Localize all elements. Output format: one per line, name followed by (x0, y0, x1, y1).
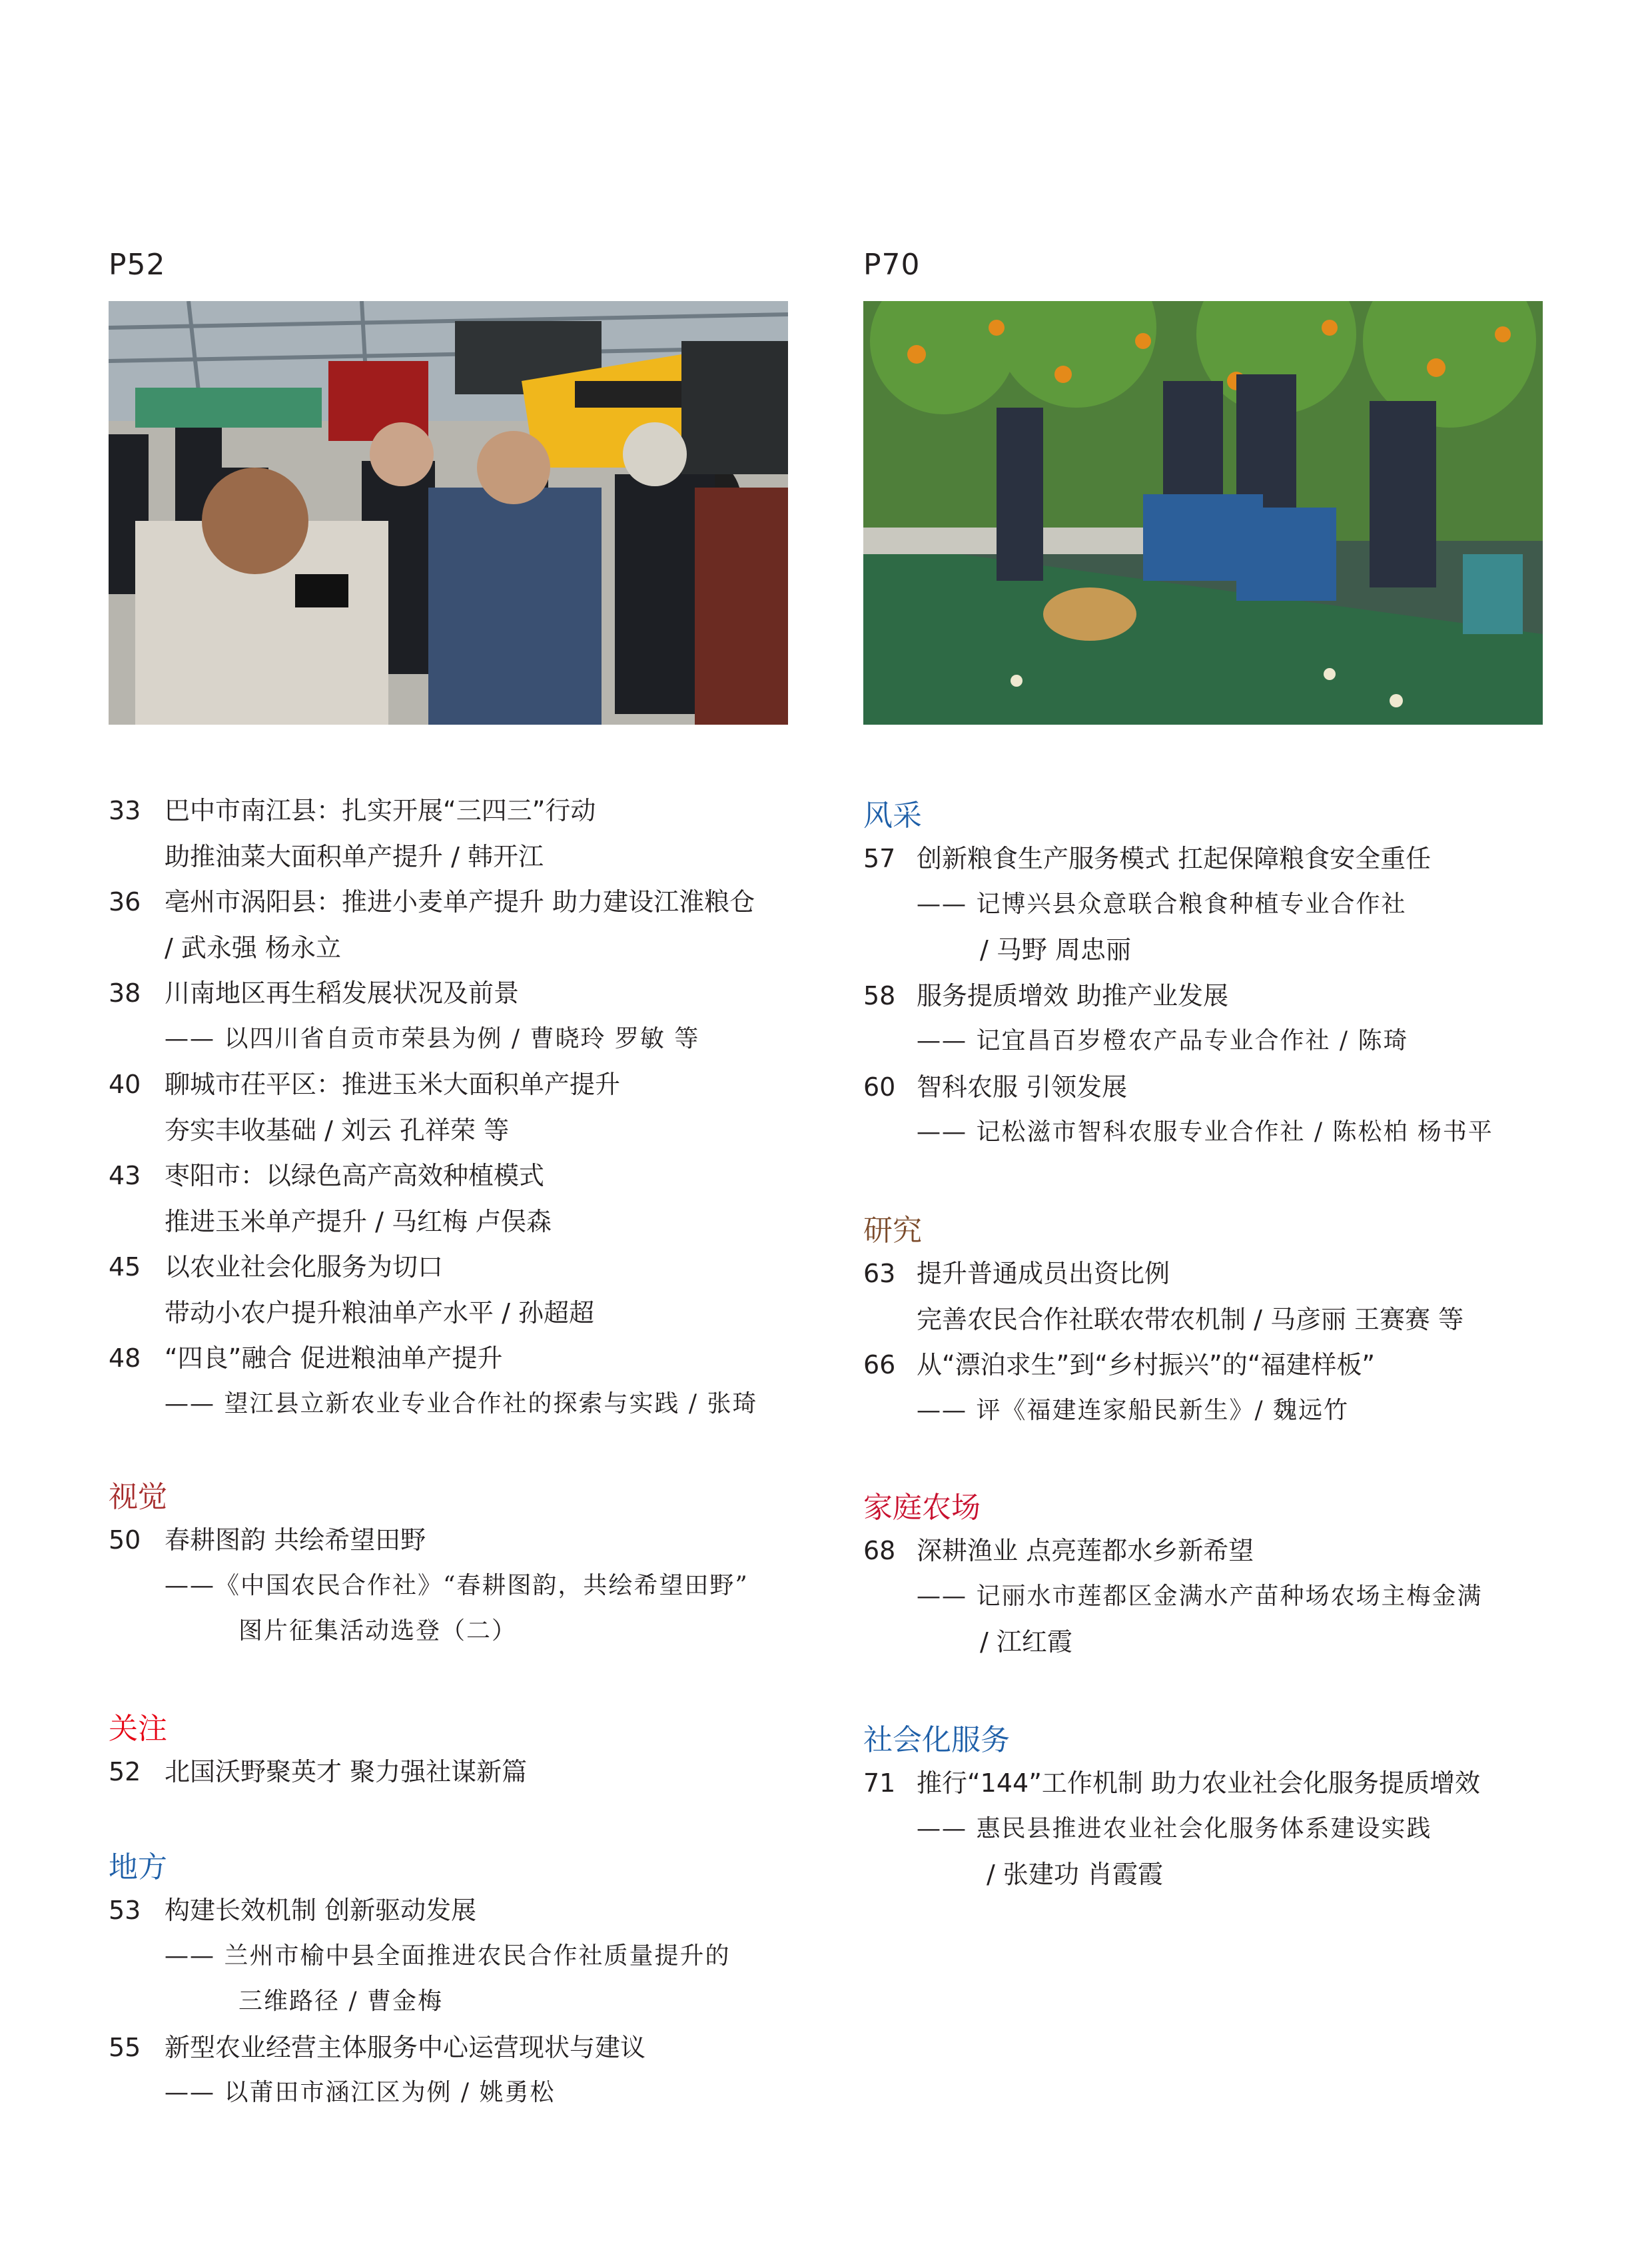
entry-number: 45 (109, 1252, 141, 1282)
entry-continuation: / 武永强 杨永立 (165, 933, 341, 962)
entry-number: 55 (109, 2032, 141, 2062)
machinery-hall-photo (109, 301, 788, 725)
section-research (863, 1211, 1556, 1433)
entry-title: 智科农服 引领发展 (917, 1072, 1128, 1102)
entry-title: 深耕渔业 点亮莲都水乡新希望 (917, 1536, 1254, 1565)
entry-subtitle: —— 惠民县推进农业社会化服务体系建设实践 (917, 1814, 1432, 1842)
section-title: 视觉 (109, 1480, 167, 1514)
section-title: 关注 (109, 1712, 167, 1746)
toc-left (109, 788, 795, 1427)
entry-continuation: 完善农民合作社联农带农机制 / 马彦丽 王赛赛 等 (917, 1304, 1464, 1334)
toc-entry-33[interactable] (109, 788, 795, 879)
page-ref-left: P52 (109, 248, 166, 282)
entry-title: 新型农业经营主体服务中心运营现状与建议 (165, 2032, 646, 2062)
toc-entry-40[interactable] (109, 1062, 795, 1153)
fish-pond-photo (863, 301, 1543, 725)
entry-subtitle-cont: / 张建功 肖霞霞 (987, 1860, 1163, 1889)
machinery-hall-illustration (109, 301, 788, 725)
toc-entry-53[interactable] (109, 1888, 795, 2025)
fish-pond-illustration (863, 301, 1543, 725)
section-title: 研究 (863, 1214, 922, 1248)
entry-title: 创新粮食生产服务模式 扛起保障粮食安全重任 (917, 844, 1432, 873)
toc-entry-71[interactable] (863, 1760, 1556, 1898)
entry-subtitle: ——《中国农民合作社》“春耕图韵，共绘希望田野” (165, 1571, 749, 1599)
entry-subtitle: —— 以四川省自贡市荣县为例 / 曹晓玲 罗敏 等 (165, 1024, 700, 1052)
entry-subtitle: —— 评《福建连家船民新生》/ 魏远竹 (917, 1396, 1350, 1424)
entry-subtitle: —— 记松滋市智科农服专业合作社 / 陈松柏 杨书平 (917, 1118, 1493, 1146)
entry-subtitle-cont: 图片征集活动选登（二） (238, 1617, 518, 1645)
toc-entry-57[interactable] (863, 836, 1556, 973)
entry-number: 43 (109, 1161, 141, 1190)
entry-title: 枣阳市：以绿色高产高效种植模式 (165, 1161, 545, 1190)
toc-entry-66[interactable] (863, 1342, 1556, 1433)
toc-entry-43[interactable] (109, 1153, 795, 1244)
entry-number: 53 (109, 1896, 141, 1925)
entry-title: 服务提质增效 助推产业发展 (917, 980, 1229, 1010)
section-title: 地方 (109, 1850, 167, 1884)
entry-title: 提升普通成员出资比例 (917, 1259, 1170, 1288)
section-focus (109, 1709, 795, 1795)
entry-title: 以农业社会化服务为切口 (165, 1252, 444, 1282)
section-local (109, 1848, 795, 2116)
entry-continuation: 推进玉米单产提升 / 马红梅 卢俣森 (165, 1206, 552, 1236)
toc-entry-60[interactable] (863, 1064, 1556, 1156)
entry-number: 58 (863, 980, 896, 1010)
entry-title: 亳州市涡阳县：推进小麦单产提升 助力建设江淮粮仓 (165, 887, 755, 917)
entry-subtitle-cont: / 马野 周忠丽 (980, 935, 1131, 964)
toc-entry-50[interactable] (109, 1517, 795, 1655)
entry-subtitle: —— 记博兴县众意联合粮食种植专业合作社 (917, 890, 1407, 918)
entry-title: 构建长效机制 创新驱动发展 (165, 1896, 477, 1925)
entry-title: 川南地区再生稻发展状况及前景 (165, 978, 520, 1008)
section-family-farm (863, 1488, 1556, 1665)
entry-subtitle: —— 兰州市榆中县全面推进农民合作社质量提升的 (165, 1942, 731, 1970)
entry-number: 36 (109, 887, 141, 917)
entry-number: 66 (863, 1350, 896, 1379)
entry-subtitle-cont: 三维路径 / 曹金梅 (238, 1988, 444, 2015)
toc-entry-55[interactable] (109, 2025, 795, 2116)
section-title: 风采 (863, 799, 922, 833)
entry-number: 33 (109, 796, 141, 825)
entry-number: 63 (863, 1259, 896, 1288)
entry-number: 50 (109, 1525, 141, 1555)
entry-number: 52 (109, 1757, 141, 1786)
entry-title: 北国沃野聚英才 聚力强社谋新篇 (165, 1757, 528, 1786)
entry-title: 聊城市茌平区：推进玉米大面积单产提升 (165, 1070, 621, 1099)
toc-entry-68[interactable] (863, 1528, 1556, 1665)
entry-number: 71 (863, 1768, 896, 1798)
entry-number: 68 (863, 1536, 896, 1565)
entry-subtitle-cont: / 江红霞 (980, 1627, 1072, 1657)
entry-continuation: 带动小农户提升粮油单产水平 / 孙超超 (165, 1298, 594, 1327)
entry-continuation: 夯实丰收基础 / 刘云 孔祥荣 等 (165, 1115, 510, 1145)
entry-subtitle: —— 记丽水市莲都区金满水产苗种场农场主梅金满 (917, 1582, 1483, 1610)
entry-title: 春耕图韵 共绘希望田野 (165, 1525, 426, 1555)
section-social-service (863, 1720, 1556, 1898)
entry-subtitle: —— 望江县立新农业专业合作社的探索与实践 / 张琦 (165, 1389, 758, 1417)
toc-entry-52[interactable] (109, 1749, 795, 1795)
toc-entry-48[interactable] (109, 1335, 795, 1427)
toc-entry-63[interactable] (863, 1251, 1556, 1342)
entry-number: 57 (863, 844, 896, 873)
toc-entry-38[interactable] (109, 970, 795, 1062)
entry-title: “四良”融合 促进粮油单产提升 (165, 1343, 503, 1373)
entry-title: 从“漂泊求生”到“乡村振兴”的“福建样板” (917, 1350, 1376, 1379)
entry-title: 巴中市南江县：扎实开展“三四三”行动 (165, 796, 596, 825)
entry-number: 48 (109, 1343, 141, 1373)
entry-number: 38 (109, 978, 141, 1008)
entry-number: 40 (109, 1070, 141, 1099)
entry-subtitle: —— 以莆田市涵江区为例 / 姚勇松 (165, 2079, 556, 2106)
entry-title: 推行“144”工作机制 助力农业社会化服务提质增效 (917, 1768, 1480, 1798)
page-ref-right: P70 (863, 248, 921, 282)
section-vision (109, 1477, 795, 1655)
toc-entry-45[interactable] (109, 1244, 795, 1335)
section-profile (863, 796, 1556, 1156)
toc-entry-58[interactable] (863, 973, 1556, 1064)
entry-subtitle: —— 记宜昌百岁橙农产品专业合作社 / 陈琦 (917, 1027, 1409, 1054)
section-title: 社会化服务 (863, 1723, 1010, 1757)
entry-number: 60 (863, 1072, 896, 1102)
section-title: 家庭农场 (863, 1491, 981, 1525)
entry-continuation: 助推油菜大面积单产提升 / 韩开江 (165, 841, 544, 871)
toc-entry-36[interactable] (109, 879, 795, 970)
